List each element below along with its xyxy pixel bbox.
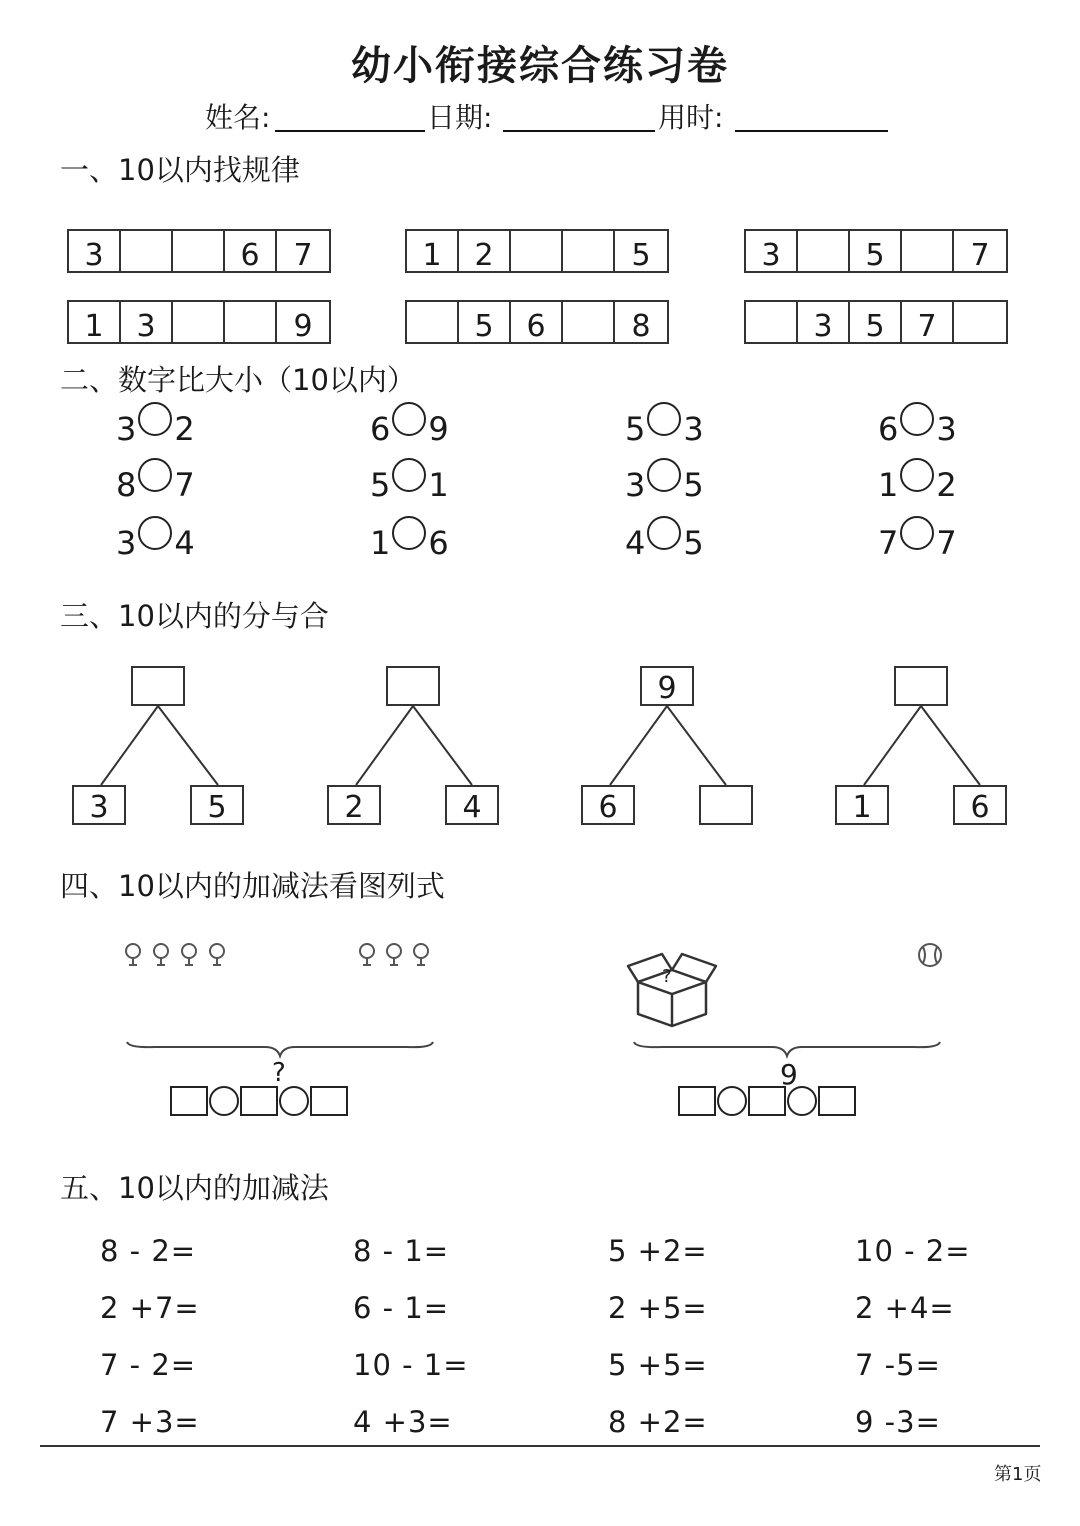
sequence-cell: 3 [69,231,121,271]
comparison-left: 3 [116,410,137,448]
sequence-cell[interactable] [954,302,1006,342]
sequence-cell: 3 [798,302,850,342]
comparison-right: 4 [174,524,195,562]
sequence-cell[interactable] [902,231,954,271]
balloon-icon [182,944,196,966]
comparison-circle[interactable] [900,458,934,492]
sequence-cell[interactable] [407,302,459,342]
comparison-right: 7 [936,524,957,562]
sequence-row [405,300,669,344]
tree-right-box: 6 [953,785,1007,825]
arithmetic-problem[interactable]: 8 +2= [608,1405,708,1439]
comparison-item [878,466,957,504]
comparison-circle[interactable] [392,458,426,492]
comparison-right: 3 [683,410,704,448]
arithmetic-problem[interactable]: 5 +5= [608,1348,708,1382]
tree-left-box: 6 [581,785,635,825]
page-number: 第1页 [994,1464,1042,1485]
sequence-cell: 6 [225,231,277,271]
comparison-item [116,466,195,504]
comparison-item [625,524,704,562]
footer-divider [40,1445,1040,1447]
comparison-left: 6 [878,410,899,448]
sequence-cell[interactable] [798,231,850,271]
arithmetic-problem[interactable]: 5 +2= [608,1234,708,1268]
sequence-cell: 8 [631,309,651,344]
comparison-circle[interactable] [900,516,934,550]
right-brace [632,1036,944,1060]
box-mark: ? [662,966,672,987]
arithmetic-problem[interactable]: 2 +7= [100,1291,200,1325]
comparison-left: 1 [370,524,391,562]
balloon-icon [360,944,374,966]
name-line[interactable] [275,130,425,132]
arithmetic-problem[interactable]: 8 - 1= [353,1234,450,1268]
comparison-item [370,410,449,448]
sequence-cell: 6 [511,302,563,342]
name-label: 姓名: [205,101,271,134]
section-4-heading: 四、10以内的加减法看图列式 [60,869,445,903]
comparison-right: 6 [428,524,449,562]
comparison-item [625,466,704,504]
tree-top-box: 9 [640,666,694,706]
box-icon [624,944,720,1030]
section-1-heading: 一、10以内找规律 [60,153,300,187]
tree-left-box: 1 [835,785,889,825]
sequence-row [405,229,669,273]
tree-right-box[interactable] [699,785,753,825]
sequence-cell: 7 [970,238,990,273]
balloon-icon [126,944,140,966]
comparison-item [625,410,704,448]
tree-top-box[interactable] [131,666,185,706]
comparison-circle[interactable] [647,516,681,550]
sequence-row [67,300,331,344]
comparison-circle[interactable] [647,402,681,436]
arithmetic-problem[interactable]: 6 - 1= [353,1291,450,1325]
arithmetic-problem[interactable]: 7 +3= [100,1405,200,1439]
sequence-cell: 5 [631,238,651,273]
date-line[interactable] [503,130,655,132]
comparison-item [878,524,957,562]
comparison-left: 6 [370,410,391,448]
sequence-row [744,229,1008,273]
tree-left-box: 3 [72,785,126,825]
arithmetic-problem[interactable]: 4 +3= [353,1405,453,1439]
comparison-right: 3 [936,410,957,448]
sequence-cell[interactable] [563,231,615,271]
comparison-circle[interactable] [392,516,426,550]
left-total: ? [272,1058,286,1088]
comparison-right: 5 [683,466,704,504]
page-title: 幼小衔接综合练习卷 [351,43,729,89]
sequence-cell[interactable] [173,302,225,342]
sequence-cell[interactable] [225,302,277,342]
sequence-cell[interactable] [173,231,225,271]
comparison-item [370,466,449,504]
balloon-icon [210,944,224,966]
arithmetic-problem[interactable]: 9 -3= [855,1405,941,1439]
comparison-right: 7 [174,466,195,504]
baseball-icon [915,940,945,970]
sequence-cell: 1 [69,302,121,342]
balloon-icon [414,944,428,966]
comparison-circle[interactable] [392,402,426,436]
sequence-cell: 5 [850,231,902,271]
comparison-left: 3 [625,466,646,504]
comparison-right: 2 [174,410,195,448]
sequence-cell: 1 [407,231,459,271]
date-label: 日期: [427,101,493,134]
comparison-right: 5 [683,524,704,562]
arithmetic-problem[interactable]: 8 - 2= [100,1234,197,1268]
sequence-cell[interactable] [746,302,798,342]
tree-right-box: 4 [445,785,499,825]
comparison-left: 5 [370,466,391,504]
balloon-icon [387,944,401,966]
tree-left-box: 2 [327,785,381,825]
comparison-circle[interactable] [138,458,172,492]
comparison-left: 3 [116,524,137,562]
comparison-left: 1 [878,466,899,504]
sequence-cell[interactable] [511,231,563,271]
sequence-cell: 3 [121,302,173,342]
comparison-left: 5 [625,410,646,448]
right-equation-blanks[interactable] [678,1086,856,1116]
comparison-circle[interactable] [647,458,681,492]
comparison-circle[interactable] [138,516,172,550]
comparison-left: 7 [878,524,899,562]
sequence-cell: 3 [746,231,798,271]
tree-top-box[interactable] [386,666,440,706]
sequence-row [744,300,1008,344]
comparison-right: 2 [936,466,957,504]
sequence-cell: 5 [850,302,902,342]
left-brace [125,1036,437,1060]
arithmetic-problem[interactable]: 10 - 1= [353,1348,469,1382]
section-2-heading: 二、数字比大小（10以内） [60,363,416,397]
comparison-item [370,524,449,562]
comparison-item [878,410,957,448]
comparison-left: 4 [625,524,646,562]
sequence-cell: 2 [459,231,511,271]
tree-right-box: 5 [190,785,244,825]
balloon-group [118,938,448,978]
arithmetic-problem[interactable]: 2 +5= [608,1291,708,1325]
sequence-cell[interactable] [563,302,615,342]
arithmetic-problem[interactable]: 10 - 2= [855,1234,971,1268]
right-total: 9 [780,1058,798,1091]
sequence-row [67,229,331,273]
arithmetic-problem[interactable]: 2 +4= [855,1291,955,1325]
comparison-circle[interactable] [900,402,934,436]
time-line[interactable] [735,130,888,132]
arithmetic-problem[interactable]: 7 -5= [855,1348,941,1382]
section-3-heading: 三、10以内的分与合 [60,599,329,633]
comparison-right: 9 [428,410,449,448]
tree-top-box[interactable] [894,666,948,706]
comparison-item [116,410,195,448]
comparison-left: 8 [116,466,137,504]
sequence-cell: 5 [459,302,511,342]
section-5-heading: 五、10以内的加减法 [60,1171,329,1205]
comparison-right: 1 [428,466,449,504]
sequence-cell[interactable] [121,231,173,271]
sequence-cell: 7 [902,302,954,342]
comparison-circle[interactable] [138,402,172,436]
sequence-cell: 7 [293,238,313,273]
comparison-item [116,524,195,562]
time-label: 用时: [658,101,724,134]
left-equation-blanks[interactable] [170,1086,348,1116]
arithmetic-problem[interactable]: 7 - 2= [100,1348,197,1382]
sequence-cell: 9 [293,309,313,344]
balloon-icon [154,944,168,966]
